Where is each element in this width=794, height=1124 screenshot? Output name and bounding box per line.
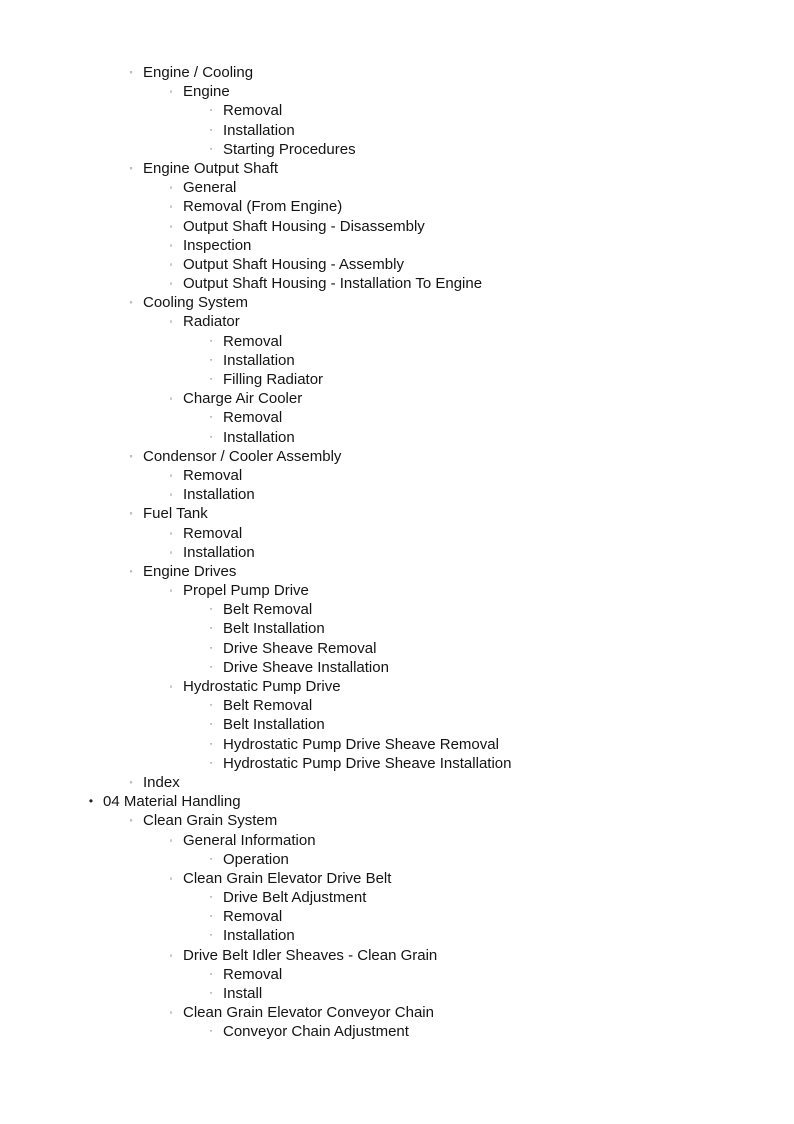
toc-item-level-2 (0, 159, 794, 178)
toc-item-level-2 (0, 293, 794, 312)
toc-item-label: Belt Removal (223, 601, 313, 619)
hollow-bullet-icon: ◦ (209, 1028, 213, 1036)
toc-item-label: Removal (183, 524, 243, 542)
toc-item-level-4 (0, 101, 794, 120)
toc-item-level-3 (0, 312, 794, 331)
hollow-bullet-icon: ◦ (209, 356, 213, 364)
toc-item-label: General Information (183, 831, 316, 849)
toc-item-label: Output Shaft Housing - Disassembly (183, 217, 425, 235)
toc-item-level-3 (0, 485, 794, 504)
hollow-bullet-icon: ◦ (209, 855, 213, 863)
hollow-bullet-icon: ◦ (169, 279, 173, 289)
toc-item-label: Output Shaft Housing - Installation To Engine (183, 275, 483, 293)
toc-item-label: Clean Grain System (143, 812, 278, 830)
toc-item-level-2 (0, 447, 794, 466)
hollow-bullet-icon: ◦ (169, 950, 173, 960)
toc-item-level-4 (0, 754, 794, 773)
table-of-contents (0, 63, 794, 1042)
hollow-bullet-icon: ◦ (209, 663, 213, 671)
toc-item-level-4 (0, 696, 794, 715)
toc-item-level-2 (0, 562, 794, 581)
toc-item-level-3 (0, 543, 794, 562)
toc-item-label: Clean Grain Elevator Drive Belt (183, 869, 392, 887)
toc-item-level-3 (0, 178, 794, 197)
hollow-bullet-icon: ◦ (129, 776, 133, 787)
hollow-bullet-icon: ◦ (209, 625, 213, 633)
hollow-bullet-icon: ◦ (169, 87, 173, 97)
toc-item-level-4 (0, 1022, 794, 1041)
hollow-bullet-icon: ◦ (169, 394, 173, 404)
toc-item-label: Filling Radiator (223, 371, 324, 388)
hollow-bullet-icon: ◦ (129, 162, 133, 173)
toc-item-level-4 (0, 907, 794, 926)
toc-item-label: Hydrostatic Pump Drive (183, 678, 341, 695)
toc-item-label: Belt Installation (223, 716, 325, 734)
toc-item-label: Operation (223, 850, 289, 868)
toc-item-label: Output Shaft Housing - Assembly (183, 255, 404, 273)
toc-item-label: Installation (183, 486, 255, 504)
toc-item-level-3 (0, 217, 794, 236)
hollow-bullet-icon: ◦ (169, 221, 173, 231)
toc-item-level-4 (0, 619, 794, 638)
toc-item-level-4 (0, 639, 794, 658)
toc-item-level-2 (0, 504, 794, 523)
toc-item-label: Install (223, 985, 263, 1002)
hollow-bullet-icon: ◦ (169, 259, 173, 269)
toc-item-level-4 (0, 984, 794, 1003)
toc-item-label: Drive Belt Idler Sheaves - Clean Grain (183, 946, 438, 964)
toc-item-label: Removal (223, 332, 283, 350)
hollow-bullet-icon: ◦ (129, 67, 133, 77)
toc-item-label: Removal (223, 102, 283, 120)
toc-item-label: Drive Belt Adjustment (223, 889, 367, 907)
hollow-bullet-icon: ◦ (209, 759, 213, 767)
hollow-bullet-icon: ◦ (129, 297, 133, 308)
toc-item-label: Removal (From Engine) (183, 198, 343, 216)
toc-item-level-4 (0, 140, 794, 159)
toc-item-level-3 (0, 831, 794, 850)
hollow-bullet-icon: ◦ (169, 873, 173, 883)
hollow-bullet-icon: ◦ (209, 107, 213, 115)
toc-item-label: Radiator (183, 313, 240, 331)
toc-item-label: Propel Pump Drive (183, 582, 309, 600)
toc-item-label: Condensor / Cooler Assembly (143, 447, 342, 465)
toc-item-level-4 (0, 735, 794, 754)
toc-item-level-4 (0, 926, 794, 945)
toc-item-label: Conveyor Chain Adjustment (223, 1023, 409, 1041)
hollow-bullet-icon: ◦ (169, 528, 173, 538)
hollow-bullet-icon: ◦ (209, 990, 213, 997)
toc-item-label: Installation (223, 351, 295, 369)
toc-item-level-3 (0, 581, 794, 600)
toc-item-level-3 (0, 677, 794, 696)
hollow-bullet-icon: ◦ (209, 433, 213, 441)
toc-item-level-3 (0, 869, 794, 888)
toc-item-level-4 (0, 370, 794, 389)
toc-item-label: Installation (223, 121, 295, 139)
toc-item-level-3 (0, 255, 794, 274)
toc-item-label: Engine Output Shaft (143, 159, 279, 177)
toc-item-level-1 (0, 792, 794, 811)
toc-item-level-4 (0, 600, 794, 619)
toc-item-label: Installation (183, 543, 255, 561)
toc-item-level-3 (0, 236, 794, 255)
hollow-bullet-icon: ◦ (209, 721, 213, 729)
hollow-bullet-icon: ◦ (209, 606, 213, 614)
toc-item-level-4 (0, 965, 794, 984)
hollow-bullet-icon: ◦ (209, 913, 213, 921)
toc-item-label: Belt Installation (223, 620, 325, 638)
toc-item-label: Hydrostatic Pump Drive Sheave Installation (223, 754, 512, 772)
toc-item-label: Engine / Cooling (143, 64, 254, 81)
toc-item-label: 04 Material Handling (103, 793, 241, 811)
toc-item-level-4 (0, 121, 794, 140)
toc-item-level-4 (0, 715, 794, 734)
toc-item-level-4 (0, 408, 794, 427)
hollow-bullet-icon: ◦ (169, 835, 173, 845)
toc-item-level-4 (0, 850, 794, 869)
toc-item-label: Removal (183, 466, 243, 484)
toc-item-label: General (183, 179, 237, 197)
toc-item-label: Removal (223, 409, 283, 427)
toc-item-label: Removal (223, 965, 283, 983)
hollow-bullet-icon: ◦ (169, 490, 173, 500)
toc-item-label: Installation (223, 428, 295, 446)
toc-item-level-4 (0, 888, 794, 907)
toc-item-level-3 (0, 389, 794, 408)
toc-item-label: Engine Drives (143, 562, 237, 580)
hollow-bullet-icon: ◦ (169, 586, 173, 596)
toc-item-label: Clean Grain Elevator Conveyor Chain (183, 1004, 434, 1022)
hollow-bullet-icon: ◦ (169, 240, 173, 250)
hollow-bullet-icon: ◦ (169, 470, 173, 480)
hollow-bullet-icon: ◦ (169, 317, 173, 327)
hollow-bullet-icon: ◦ (209, 970, 213, 978)
toc-item-level-3 (0, 524, 794, 543)
bullet-icon: • (88, 794, 94, 809)
toc-item-level-4 (0, 658, 794, 677)
toc-item-level-3 (0, 1003, 794, 1022)
hollow-bullet-icon: ◦ (209, 414, 213, 422)
toc-item-label: Starting Procedures (223, 140, 356, 158)
hollow-bullet-icon: ◦ (169, 202, 173, 212)
toc-item-level-2 (0, 811, 794, 830)
hollow-bullet-icon: ◦ (169, 1008, 173, 1018)
hollow-bullet-icon: ◦ (169, 547, 173, 557)
hollow-bullet-icon: ◦ (209, 932, 213, 940)
toc-item-label: Charge Air Cooler (183, 390, 303, 408)
toc-item-label: Installation (223, 927, 295, 945)
toc-item-label: Inspection (183, 236, 252, 254)
hollow-bullet-icon: ◦ (209, 337, 213, 345)
toc-item-level-3 (0, 274, 794, 293)
hollow-bullet-icon: ◦ (209, 702, 213, 710)
toc-item-level-3 (0, 946, 794, 965)
hollow-bullet-icon: ◦ (209, 894, 213, 902)
hollow-bullet-icon: ◦ (129, 508, 133, 519)
toc-item-level-3 (0, 466, 794, 485)
hollow-bullet-icon: ◦ (169, 183, 173, 193)
toc-item-label: Belt Removal (223, 697, 313, 715)
hollow-bullet-icon: ◦ (169, 682, 173, 691)
toc-item-label: Drive Sheave Removal (223, 639, 377, 657)
toc-item-label: Fuel Tank (143, 505, 208, 523)
toc-item-label: Removal (223, 908, 283, 926)
toc-item-label: Cooling System (143, 294, 249, 312)
hollow-bullet-icon: ◦ (209, 644, 213, 652)
hollow-bullet-icon: ◦ (129, 815, 133, 826)
toc-item-level-2 (0, 773, 794, 792)
toc-item-level-3 (0, 197, 794, 216)
toc-item-level-2 (0, 63, 794, 82)
toc-item-level-3 (0, 82, 794, 101)
hollow-bullet-icon: ◦ (209, 126, 213, 134)
hollow-bullet-icon: ◦ (209, 376, 213, 383)
toc-item-label: Engine (183, 83, 230, 101)
toc-item-label: Index (143, 773, 180, 791)
toc-item-level-4 (0, 428, 794, 447)
toc-item-label: Drive Sheave Installation (223, 658, 389, 676)
hollow-bullet-icon: ◦ (129, 565, 133, 576)
toc-item-level-4 (0, 332, 794, 351)
hollow-bullet-icon: ◦ (209, 740, 213, 748)
hollow-bullet-icon: ◦ (209, 145, 213, 153)
toc-item-level-4 (0, 351, 794, 370)
hollow-bullet-icon: ◦ (129, 450, 133, 461)
toc-item-label: Hydrostatic Pump Drive Sheave Removal (223, 735, 499, 753)
